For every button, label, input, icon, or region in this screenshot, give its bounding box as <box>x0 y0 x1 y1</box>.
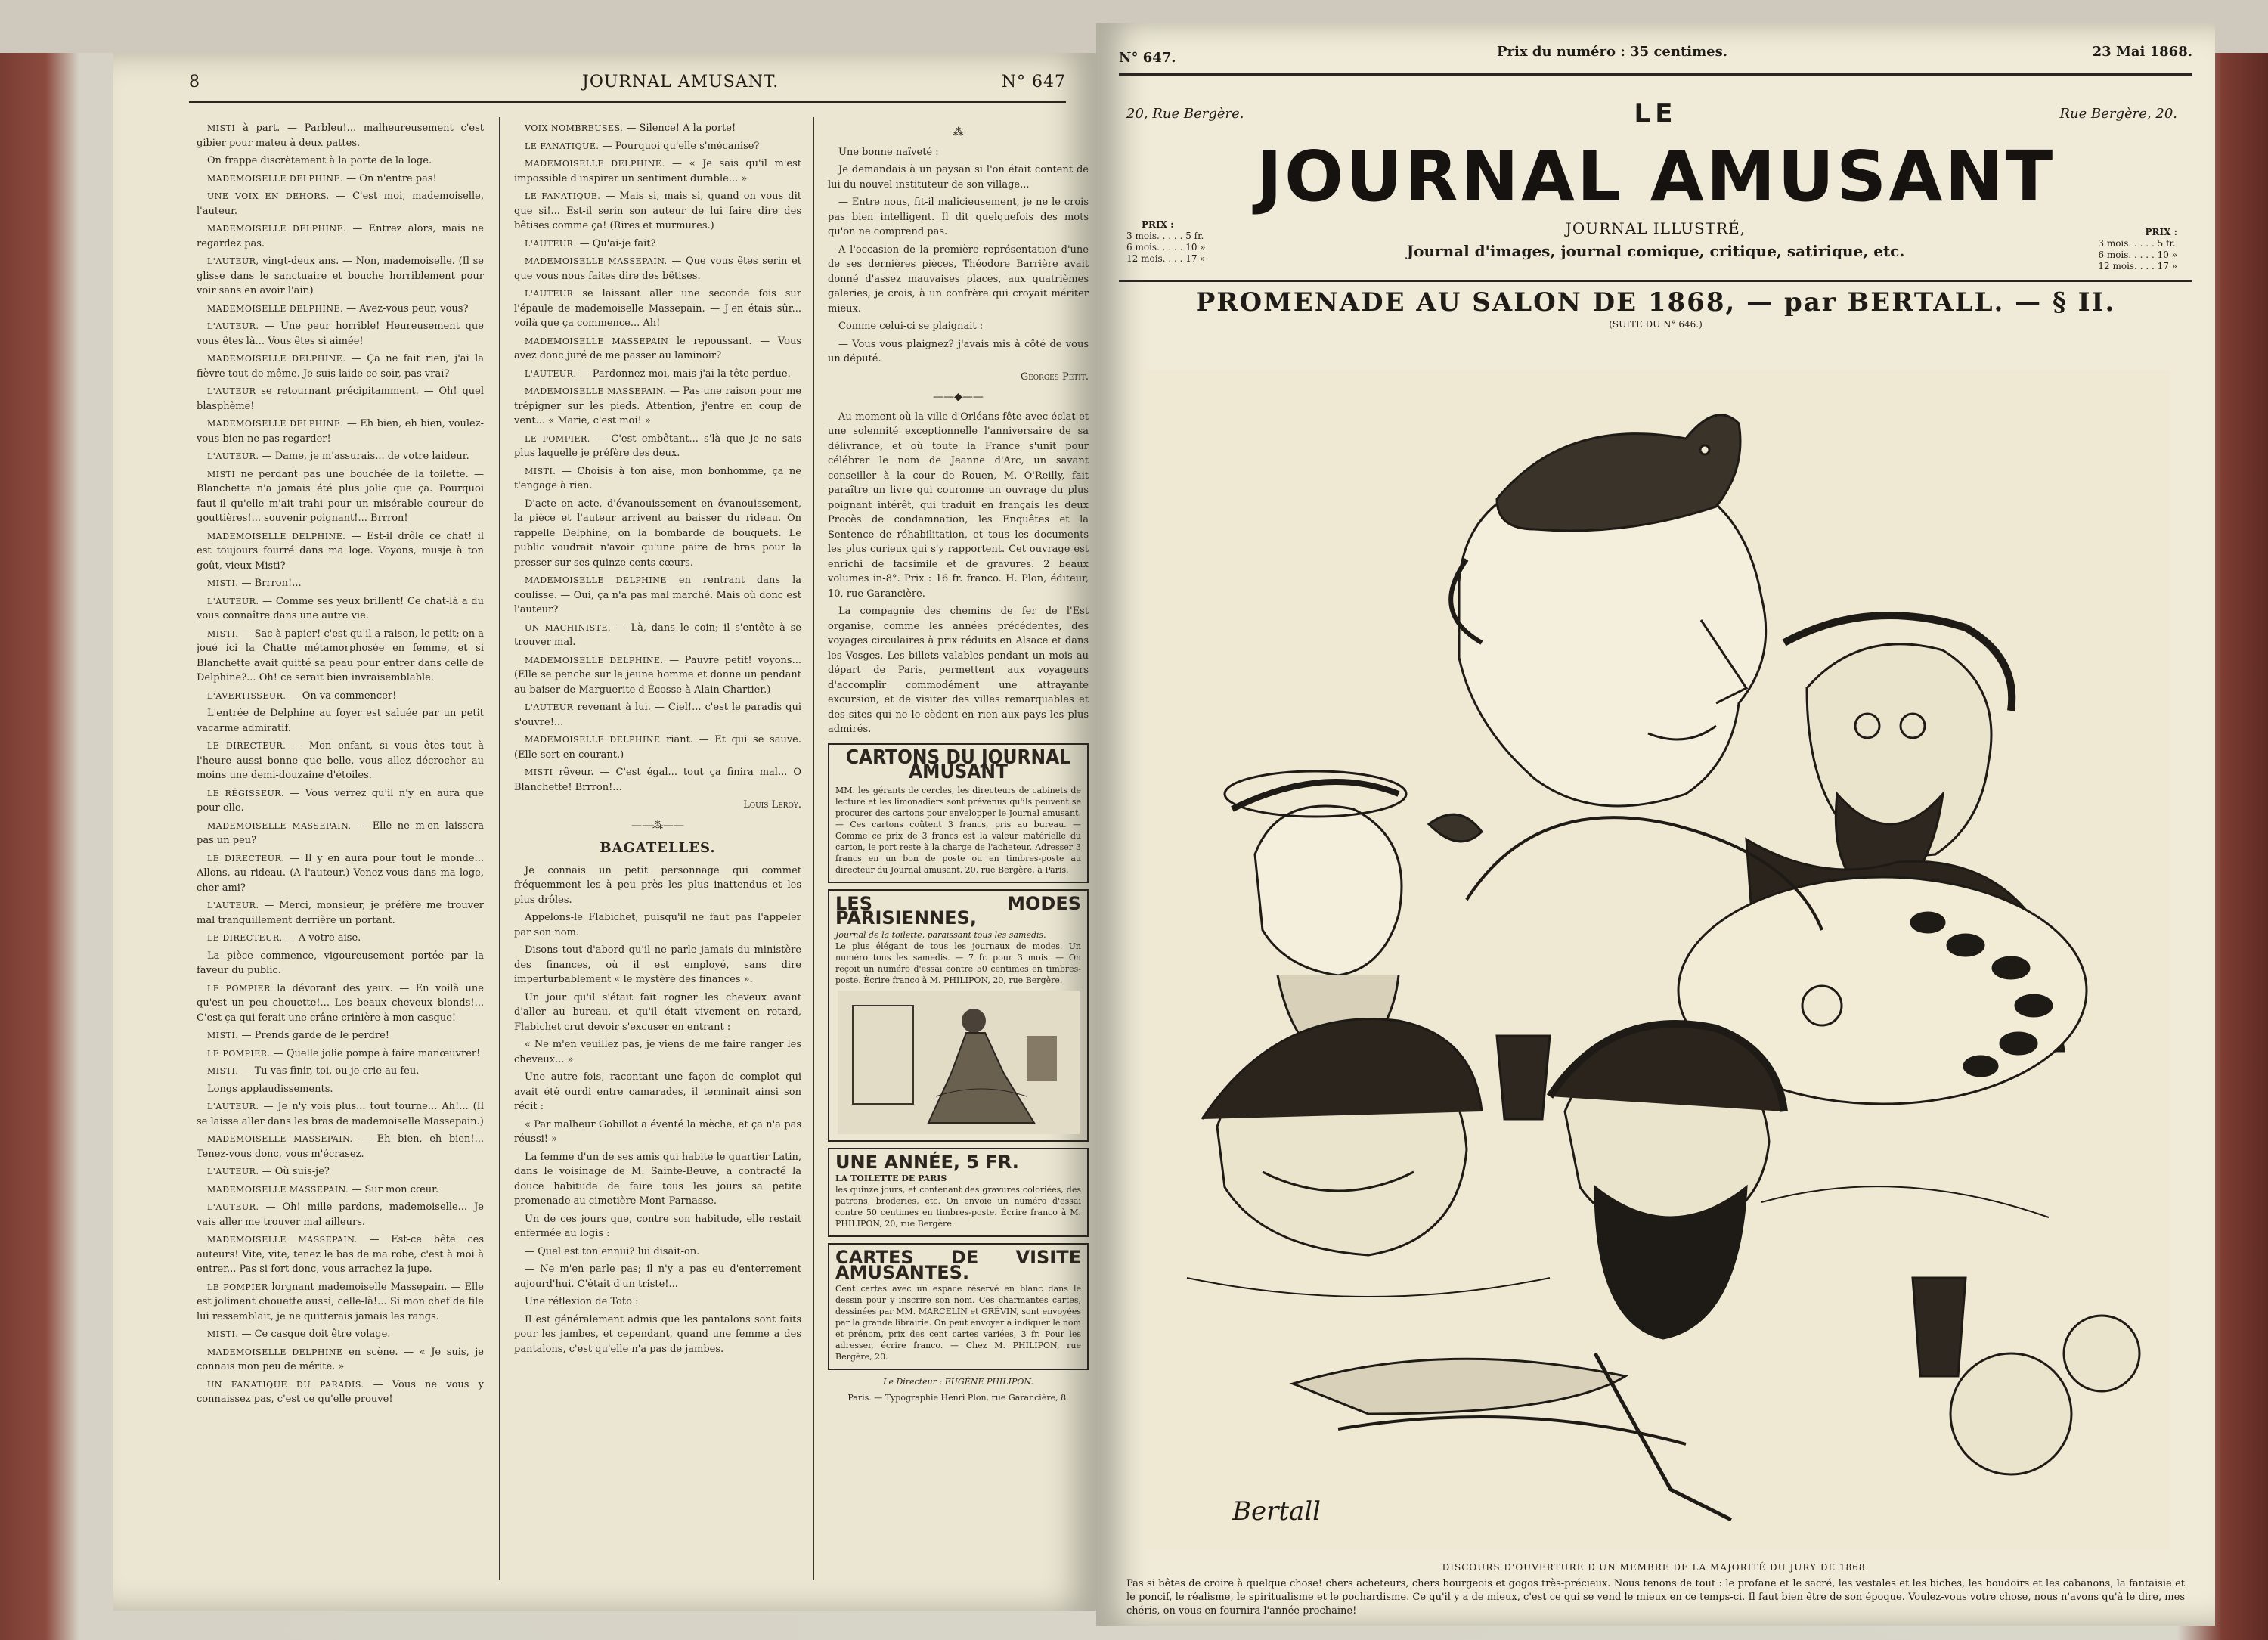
masthead-title: JOURNAL AMUSANT <box>1256 136 2056 217</box>
speaker-name: MADEMOISELLE DELPHINE <box>525 735 661 745</box>
speaker-name: MADEMOISELLE DELPHINE. <box>525 159 665 169</box>
director-line: Le Directeur : EUGÈNE PHILIPON. <box>883 1377 1033 1387</box>
dialogue-line <box>197 1046 484 1062</box>
speaker-name: MADEMOISELLE DELPHINE. <box>207 224 347 234</box>
speaker-text: — Est-il drôle ce chat! il est toujours fourré dans ma loge. Voyons, musje à ton goût, vieux Misti? <box>197 530 484 572</box>
speaker-text: — Là, dans le coin; il s'entête à se trouver mal. <box>514 622 801 648</box>
right-page <box>1096 23 2215 1626</box>
speaker-name: L'AUTEUR. <box>207 901 259 910</box>
paragraph: — Ne m'en parle pas; il n'y a pas eu d'enterrement aujourd'hui. C'était d'un triste!... <box>514 1263 801 1290</box>
speaker-text: — Il y en aura pour tout le monde... Allons, au rideau. (A l'auteur.) Venez-vous dans ma loge, cher ami? <box>197 852 484 894</box>
speaker-text: — Silence! A la porte! <box>626 122 736 134</box>
speaker-text: — Vous verrez qu'il n'y en aura que pour elle. <box>197 787 484 814</box>
dialogue-line <box>514 765 801 795</box>
speaker-text: — Sur mon cœur. <box>352 1183 439 1195</box>
issue-price: Prix du numéro : 35 centimes. <box>1497 44 1727 60</box>
illustration-caption-title: DISCOURS D'OUVERTURE D'UN MEMBRE DE LA MAJORITÉ DU JURY DE 1868. <box>1442 1562 1870 1573</box>
dialogue-line <box>197 786 484 816</box>
paragraph: — Quel est ton ennui? lui disait-on. <box>525 1245 700 1257</box>
anecdote-signature: Georges Petit. <box>1020 370 1089 383</box>
bagatelles-text <box>514 863 801 1357</box>
speaker-name: MADEMOISELLE DELPHINE <box>525 575 667 585</box>
masthead-bottom-rule <box>1119 280 2192 282</box>
dialogue-line <box>197 529 484 574</box>
speaker-name: MISTI. <box>207 1031 239 1040</box>
speaker-text: — Vous ne vous y connaissez pas, c'est ce qu'elle prouve! <box>197 1378 484 1405</box>
ad-annee-text: les quinze jours, et contenant des gravures coloriées, des patrons, broderies, etc. On envoie un numéro d'essai contre 50 centimes en timbres-poste. Écrire franco à M. PHILIPON, 20, rue Bergère. <box>835 1185 1081 1229</box>
dialogue-line <box>514 464 801 494</box>
paragraph: La femme d'un de ses amis qui habite le quartier Latin, dans le voisinage de M. Sainte-Beuve, a contracté la douce habitude de faire tous les jours sa petite promenade au cimetière Mont-Parnasse. <box>514 1151 801 1207</box>
dialogue-line <box>514 237 801 252</box>
ad-cartons-title: CARTONS DU JOURNAL AMUSANT <box>845 746 1071 783</box>
speaker-name: L'AUTEUR <box>525 289 574 299</box>
dialogue-line <box>197 594 484 624</box>
price-line: 6 mois. . . . . 10 » <box>1126 242 1206 253</box>
ad-modes-title: LES MODES PARISIENNES, <box>835 892 1081 929</box>
speaker-text: — Ce casque doit être volage. <box>241 1328 391 1340</box>
speaker-text: — Eh bien, eh bien!... Tenez-vous donc, vous m'écrasez. <box>197 1133 484 1160</box>
speaker-text: — Pourquoi qu'elle s'mécanise? <box>602 140 760 152</box>
speaker-name: MADEMOISELLE MASSEPAIN <box>525 336 669 346</box>
issue-date: 23 Mai 1868. <box>2092 44 2192 60</box>
speaker-name: L'AUTEUR. <box>525 368 577 379</box>
speaker-text: riant. — Et qui se sauve. (Elle sort en courant.) <box>514 734 801 761</box>
bagatelles-heading: BAGATELLES. <box>600 840 716 856</box>
paragraph: « Ne m'en veuillez pas, je viens de me faire ranger les cheveux... » <box>514 1039 801 1065</box>
ad-modes-text: Le plus élégant de tous les journaux de modes. Un numéro tous les samedis. — 7 fr. pour 3 mois. — On reçoit un numéro d'essai contre 50 centimes en timbres-poste. Écrire franco à M. PHILIPON, 20, rue Bergère. <box>835 941 1081 985</box>
price-label: PRIX : <box>1142 219 1174 230</box>
issue-ref: N° 647 <box>1001 73 1066 91</box>
ornament-divider: ——◆—— <box>933 391 984 403</box>
dialogue-line <box>514 497 801 571</box>
speaker-text: L'entrée de Delphine au foyer est saluée par un petit vacarme admiratif. <box>197 708 484 734</box>
speaker-text: — Est-ce bête ces auteurs! Vite, vite, tenez le bas de ma robe, c'est à moi à entrer... Pas si fort donc, vous arrachez la jupe. <box>197 1234 484 1275</box>
column-notes-ads <box>828 121 1089 1595</box>
speaker-text: en rentrant dans la coulisse. — Oui, ça n'a pas mal marché. Mais où donc est l'auteur? <box>514 575 801 615</box>
speaker-name: L'AVERTISSEUR. <box>207 690 287 701</box>
paragraph: « Par malheur Gobillot a éventé la mèche, et ça n'a pas réussi! » <box>514 1118 801 1145</box>
speaker-text: — Où suis-je? <box>262 1166 330 1177</box>
front-page-header <box>1119 44 2192 67</box>
paragraph: Un de ces jours que, contre son habitude, elle restait enfermée au logis : <box>514 1213 801 1239</box>
illustration-caption-text: Pas si bêtes de croire à quelque chose! chers acheteurs, chers bourgeois et gogos très-précieux. Nous tenons de tout : le profane et le sacré, les vestales et les biches, les boudoirs et les cabanons, la fantaisie et le poncif, le réalisme, le spiritualisme et le pochardisme. Ce qu'il y a de mieux, c'est ce qui se vend le mieux en ce temps-ci. Il faut bien être de son époque. Voulez-vous votre chose, nous n'avons qu'à le dire, mes chéris, on vous en fournira l'année prochaine! <box>1126 1578 2185 1617</box>
speaker-name: MADEMOISELLE MASSEPAIN. <box>525 256 668 266</box>
speaker-text: — Choisis à ton aise, mon bonhomme, ça ne t'engage à rien. <box>514 465 801 491</box>
speaker-text: se laissant aller une seconde fois sur l'épaule de mademoiselle Massepain. — J'en étais sûr... voilà que ça commence... Ah! <box>514 288 801 329</box>
bertall-caricature <box>1142 370 2170 1550</box>
address-right: Rue Bergère, 20. <box>2059 106 2177 122</box>
ad-une-annee <box>828 1148 1089 1238</box>
dialogue-line <box>197 819 484 848</box>
dialogue-continued <box>514 121 801 795</box>
speaker-text: — Oh! mille pardons, mademoiselle... Je vais aller me trouver mal ailleurs. <box>197 1201 484 1228</box>
speaker-text: — Une peur horrible! Heureusement que vous êtes là... Vous êtes si aimée! <box>197 321 484 347</box>
paragraph: Un jour qu'il s'était fait rogner les cheveux avant d'aller au bureau, et qu'il était vivement en retard, Flabichet crut devoir s'excuser en entrant : <box>514 991 801 1033</box>
speaker-text: revenant à lui. — Ciel!... c'est le paradis qui s'ouvre!... <box>514 702 801 728</box>
dialogue-line <box>197 1064 484 1079</box>
speaker-text: à part. — Parbleu!... malheureusement c'est gibier pour mateu à deux pattes. <box>197 122 484 149</box>
column-dialogue-1 <box>197 121 484 1595</box>
speaker-name: L'AUTEUR. <box>207 1167 259 1177</box>
speaker-text: — Mon enfant, si vous êtes tout à l'heure aussi bonne que belle, vous allez décrocher au moins une demi-douzaine d'étoiles. <box>197 740 484 781</box>
masthead-le: LE <box>1634 98 1678 129</box>
speaker-name: L'AUTEUR, <box>207 256 259 266</box>
speaker-text: — Pauvre petit! voyons... (Elle se penche sur le jeune homme et donne un pendant au baiser de Marguerite d'Écosse à Alain Chartier.) <box>514 654 801 696</box>
speaker-name: LE POMPIER <box>207 1282 268 1292</box>
price-line: 12 mois. . . . 17 » <box>1126 253 1206 264</box>
speaker-name: MADEMOISELLE DELPHINE. <box>207 303 344 314</box>
dialogue-line <box>514 121 801 136</box>
speaker-text: — Prends garde de le perdre! <box>241 1030 390 1041</box>
speaker-name: MISTI. <box>207 1329 239 1339</box>
speaker-text: — « Je sais qu'il m'est impossible d'inspirer un sentiment durable... » <box>514 158 801 184</box>
dialogue-line <box>197 417 484 446</box>
speaker-name: LE FANATIQUE. <box>525 191 601 201</box>
speaker-text: — C'est moi, mademoiselle, l'auteur. <box>197 191 484 217</box>
dialogue-line <box>197 172 484 187</box>
price-line: 12 mois. . . . 17 » <box>2098 261 2177 271</box>
ad-annee-sub: LA TOILETTE DE PARIS <box>835 1173 947 1183</box>
speaker-text: — Je n'y vois plus... tout tourne... Ah!... (Il se laisse aller dans les bras de mademoiselle Massepain.) <box>197 1101 484 1127</box>
column-divider <box>813 117 814 1580</box>
dialogue-line <box>197 1200 484 1229</box>
dialogue-line <box>197 1132 484 1161</box>
dialogue-line <box>514 653 801 698</box>
masthead-subtitle: JOURNAL ILLUSTRÉ, <box>1565 219 1746 237</box>
speaker-text: — Brrron!... <box>241 578 302 589</box>
speaker-text: — Que vous êtes serin et que vous nous faites dire des bêtises. <box>514 256 801 282</box>
dialogue-line <box>514 573 801 618</box>
speaker-text: — Eh bien, eh bien, voulez-vous bien ne pas regarder! <box>197 418 484 445</box>
speaker-text: se retournant précipitamment. — Oh! quel blasphème! <box>197 386 484 412</box>
asterism: ⁂ <box>953 126 964 138</box>
dialogue-line <box>197 153 484 169</box>
dialogue-line <box>514 189 801 234</box>
speaker-name: MADEMOISELLE MASSEPAIN. <box>207 1184 349 1195</box>
speaker-name: MISTI <box>207 469 236 479</box>
speaker-text: — Merci, monsieur, je préfère me trouver mal tranquillement derrière un portant. <box>197 900 484 926</box>
announcements <box>828 410 1089 737</box>
speaker-text: — Pas une raison pour me trépigner sur les pieds. Attention, j'entre en coup de vent... « Marie, c'est moi! » <box>514 386 801 426</box>
speaker-name: LE POMPIER. <box>207 1048 271 1059</box>
speaker-text: rêveur. — C'est égal... tout ça finira mal... O Blanchette! Brrron!... <box>514 767 801 793</box>
paragraph: La compagnie des chemins de fer de l'Est organise, comme les années précédentes, des voyages circulaires à prix réduits en Alsace et dans les Vosges. Les billets valables pendant un mois au départ de Paris, permettent aux voyageurs d'accomplir commodément une attrayante excursion, et de visiter des villes remarquables et des sites qui ne le cèdent en rien aux pays les plus admirés. <box>828 606 1089 735</box>
speaker-text: en scène. — « Je suis, je connais mon peu de mérite. » <box>197 1346 484 1372</box>
speaker-name: MADEMOISELLE MASSEPAIN. <box>207 1235 358 1245</box>
speaker-name: UNE VOIX EN DEHORS. <box>207 191 330 201</box>
left-page <box>113 53 1096 1611</box>
dialogue-line <box>197 981 484 1026</box>
speaker-name: MADEMOISELLE MASSEPAIN. <box>207 1134 353 1144</box>
author-signature: Louis Leroy. <box>743 799 801 811</box>
speaker-name: L'AUTEUR <box>525 702 574 712</box>
dialogue-line <box>197 384 484 414</box>
speaker-text: — On va commencer! <box>289 690 397 702</box>
speaker-text: La pièce commence, vigoureusement portée par la faveur du public. <box>197 950 484 976</box>
speaker-text: — A votre aise. <box>285 932 361 944</box>
dialogue-line <box>197 1099 484 1129</box>
dialogue-line <box>197 1028 484 1043</box>
ad-annee-title: UNE ANNÉE, 5 FR. <box>835 1151 1019 1173</box>
speaker-text: — Elle ne m'en laissera pas un peu? <box>197 820 484 846</box>
speaker-name: MISTI. <box>207 1066 239 1076</box>
speaker-name: L'AUTEUR. <box>207 451 259 461</box>
dialogue-line <box>197 1082 484 1097</box>
dialogue-line <box>197 1280 484 1325</box>
dialogue-line <box>514 157 801 186</box>
speaker-text: le repoussant. — Vous avez donc juré de me passer au laminoir? <box>514 335 801 361</box>
speaker-text: — Avez-vous peur, vous? <box>346 302 469 315</box>
paragraph: Une bonne naïveté : <box>838 146 939 158</box>
speaker-text: — Tu vas finir, toi, ou je crie au feu. <box>241 1065 420 1077</box>
paragraph: Je connais un petit personnage qui commet fréquemment les à peu près les plus inattendus et les plus drôles. <box>514 864 801 906</box>
speaker-name: L'AUTEUR. <box>207 1102 259 1111</box>
speaker-name: L'AUTEUR. <box>207 321 259 331</box>
dialogue-line <box>197 1378 484 1407</box>
fashion-engraving <box>838 991 1080 1134</box>
speaker-text: la dévorant des yeux. — En voilà une qu'est un peu chouette!... Les beaux cheveux blonds!... C'est ça qui ferait une crâne crinière à mon casque! <box>197 982 484 1024</box>
speaker-text: — Pardonnez-moi, mais j'ai la tête perdue. <box>579 367 791 380</box>
paragraph: Je demandais à un paysan si l'on était content de lui du nouvel instituteur de son village... <box>828 164 1089 191</box>
ad-visite-text: Cent cartes avec un espace réservé en blanc dans le dessin pour y inscrire son nom. Ces charmantes cartes, dessinées par MM. MARCELIN et GRÉVIN, sont envoyées par la grande librairie. On peut envoyer à indiquer le nom et prénom, prix des cent cartes variées, 3 fr. Pour les adresser, écrire franco. — Chez M. PHILIPON, rue Bergère, 20. <box>835 1284 1081 1362</box>
paragraph: — Entre nous, fit-il malicieusement, je ne le crois pas bien intelligent. Il dit quelquefois des mots qu'on ne comprend pas. <box>828 197 1089 237</box>
speaker-text: lorgnant mademoiselle Massepain. — Elle est joliment chouette aussi, celle-là!... Si mon chef de file lui ressemblait, je ne quitterais jamais les rangs. <box>197 1281 484 1322</box>
dialogue-line <box>197 449 484 464</box>
dialogue-line <box>197 121 484 150</box>
dialogue-line <box>514 384 801 429</box>
speaker-text: — On n'entre pas! <box>346 172 437 184</box>
speaker-name: MISTI. <box>207 628 239 639</box>
speaker-name: MISTI. <box>525 466 556 476</box>
ad-modes-parisiennes <box>828 889 1089 1142</box>
anecdotes <box>828 145 1089 367</box>
dialogue-line <box>514 254 801 284</box>
feature-title: PROMENADE AU SALON DE 1868, — par BERTALL. — § II. <box>1195 287 2116 318</box>
speaker-name: LE POMPIER <box>207 983 271 994</box>
masthead-tagline: Journal d'images, journal comique, critique, satirique, etc. <box>1406 242 1905 260</box>
dialogue-line <box>514 139 801 154</box>
speaker-text: — C'est embêtant... s'là que je ne sais plus laquelle je préfère des deux. <box>514 432 801 459</box>
speaker-name: MISTI <box>525 767 553 777</box>
ad-cartes-visite <box>828 1243 1089 1370</box>
speaker-name: L'AUTEUR <box>207 386 256 396</box>
dialogue-line <box>197 689 484 704</box>
dialogue-line <box>197 222 484 251</box>
column-divider <box>499 117 500 1580</box>
ad-modes-sub: Journal de la toilette, paraissant tous les samedis. <box>835 929 1046 940</box>
speaker-text: ne perdant pas une bouchée de la toilette. — Blanchette n'a jamais été plus jolie que ça. Pourquoi faut-il qu'elle m'ait trahi pour un misérable coureur de gouttières!... souvenir poignant!... Brrron! <box>197 468 484 524</box>
speaker-name: LE POMPIER. <box>525 433 590 444</box>
paragraph: A l'occasion de la première représentation d'une de ses dernières pièces, Théodore Barrière avait donné d'assez mauvaises places, aux quatrièmes galeries, je crois, à un confrère qui croyait mériter mieux. <box>828 243 1089 315</box>
speaker-text: — Comme ses yeux brillent! Ce chat-là a du vous connaître dans une autre vie. <box>197 595 484 622</box>
dialogue-line <box>197 352 484 381</box>
dialogue-line <box>197 1232 484 1277</box>
speaker-name: MISTI <box>207 123 236 133</box>
subscription-prices-right <box>2098 227 2177 272</box>
dialogue-line <box>514 700 801 730</box>
paragraph: Il est généralement admis que les pantalons sont faits pour les jambes, et cependant, quand une femme a des pantalons, c'est qu'elle n'a pas de jambes. <box>514 1313 801 1355</box>
speaker-text: — Entrez alors, mais ne regardez pas. <box>197 223 484 250</box>
paragraph: Au moment où la ville d'Orléans fête avec éclat et une solennité exceptionnelle l'anniversaire de sa délivrance, et où toute la France s'unit pour célébrer le nom de Jeanne d'Arc, un savant conseiller à la cour de Rouen, M. O'Reilly, fait paraître un livre qui couronne un ouvrage du plus poignant intérêt, qui traduit en français les deux Procès de condamnation, les Enquêtes et la Sentence de réhabilitation, et tous les documents les plus curieux qui s'y rapportent. Cet ouvrage est enrichi de facsimile et de gravures. 2 beaux volumes in-8°. Prix : 16 fr. franco. H. Plon, éditeur, 10, rue Garancière. <box>828 411 1089 600</box>
dialogue-line <box>514 432 801 461</box>
dialogue-line <box>197 851 484 896</box>
column-dialogue-2 <box>514 121 801 1595</box>
speaker-text: — Ça ne fait rien, j'ai la fièvre tout de même. Je suis laide ce soir, pas vrai? <box>197 353 484 380</box>
speaker-name: MADEMOISELLE DELPHINE. <box>207 173 344 184</box>
header-rule <box>189 101 1066 103</box>
speaker-name: L'AUTEUR. <box>207 1202 259 1212</box>
dialogue-line <box>197 254 484 299</box>
dialogue-line <box>514 733 801 762</box>
dialogue-line <box>197 706 484 736</box>
dialogue-line <box>514 367 801 382</box>
speaker-text: — Sac à papier! c'est qu'il a raison, le petit; on a joué ici la Chatte métamorphosée en femme, et si Blanchette avait quitté sa peau pour entrer dans celle de Delphine?... Oh! ce serait bien invraisemblable. <box>197 628 484 684</box>
feature-subtitle: (SUITE DU N° 646.) <box>1609 319 1703 330</box>
speaker-text: Longs applaudissements. <box>207 1083 333 1095</box>
speaker-name: L'AUTEUR. <box>207 596 259 606</box>
artist-signature: Bertall <box>1232 1496 1321 1527</box>
dialogue-line <box>197 898 484 928</box>
caricature-illustration <box>1142 370 2170 1550</box>
price-line: 3 mois. . . . . 5 fr. <box>1126 231 1204 241</box>
speaker-name: MISTI. <box>207 578 239 588</box>
speaker-name: L'AUTEUR. <box>525 238 577 249</box>
subscription-prices-left <box>1126 219 1206 265</box>
speaker-name: MADEMOISELLE MASSEPAIN. <box>525 386 667 396</box>
speaker-text: — Dame, je m'assurais... de votre laideur. <box>262 451 469 462</box>
paragraph: Comme celui-ci se plaignait : <box>838 321 984 332</box>
speaker-text: vingt-deux ans. — Non, mademoiselle. (Il se glisse dans le sanctuaire et bouche horriblement pour voir sans en avoir l'air.) <box>197 256 484 296</box>
dialogue-line <box>197 189 484 219</box>
dialogue-line <box>197 1164 484 1180</box>
speaker-name: MADEMOISELLE DELPHINE. <box>207 419 344 429</box>
left-running-header <box>189 68 1066 98</box>
running-head: JOURNAL AMUSANT. <box>582 73 779 91</box>
paragraph: Disons tout d'abord qu'il ne parle jamais du ministère des finances, où il est employé, sans dire imperturbablement « le mystère des finances ». <box>514 944 801 985</box>
speaker-name: UN MACHINISTE. <box>525 622 611 633</box>
ornament-divider: ——⁂—— <box>631 819 684 832</box>
dialogue-line <box>197 302 484 317</box>
speaker-name: MADEMOISELLE DELPHINE. <box>525 655 664 665</box>
speaker-name: LE RÉGISSEUR. <box>207 788 285 798</box>
ad-cartons-text: MM. les gérants de cercles, les directeurs de cabinets de lecture et les limonadiers sont prévenus qu'ils peuvent se procurer des cartons pour envelopper le Journal amusant. — Ces cartons coûtent 3 francs, pris au bureau. — Comme ce prix de 3 francs est la valeur matérielle du carton, le port reste à la charge de l'acheteur. Adresser 3 francs en un bon de poste ou en timbres-poste au directeur du Journal amusant, 20, rue Bergère, à Paris. <box>835 785 1081 875</box>
issue-number: N° 647. <box>1119 50 1176 66</box>
dialogue-line <box>197 576 484 591</box>
dialogue-line <box>197 467 484 526</box>
dialogue-line <box>514 287 801 331</box>
speaker-text: On frappe discrètement à la porte de la loge. <box>207 155 432 166</box>
dialogue-line <box>514 621 801 650</box>
price-line: 6 mois. . . . . 10 » <box>2098 250 2177 260</box>
dialogue-line <box>197 1183 484 1198</box>
printer-line: Paris. — Typographie Henri Plon, rue Garancière, 8. <box>847 1393 1069 1403</box>
speaker-name: VOIX NOMBREUSES. <box>525 123 624 133</box>
dialogue-line <box>197 931 484 946</box>
speaker-name: LE DIRECTEUR. <box>207 741 287 751</box>
speaker-text: — Mais si, mais si, quand on vous dit que si!... Est-il serin son auteur de lui faire dire des bêtises comme ça! (Rires et murmures.) <box>514 191 801 231</box>
paragraph: Appelons-le Flabichet, puisqu'il ne faut pas l'appeler par son nom. <box>514 912 801 938</box>
speaker-name: UN FANATIQUE DU PARADIS. <box>207 1379 364 1390</box>
paragraph: Une réflexion de Toto : <box>525 1296 639 1307</box>
dialogue-line <box>197 319 484 349</box>
dialogue-line <box>197 1327 484 1342</box>
paragraph: Une autre fois, racontant une façon de complot qui avait été ourdi entre camarades, il terminait ainsi son récit : <box>514 1071 801 1112</box>
ad-visite-title: CARTES DE VISITE AMUSANTES. <box>835 1247 1081 1283</box>
speaker-text: — Quelle jolie pompe à faire manœuvrer! <box>273 1047 481 1059</box>
speaker-name: MADEMOISELLE DELPHINE. <box>207 531 346 541</box>
price-line: 3 mois. . . . . 5 fr. <box>2098 238 2176 249</box>
masthead-top-rule <box>1119 73 2192 76</box>
dialogue-line <box>197 1345 484 1375</box>
dialogue-line <box>514 334 801 364</box>
speaker-name: LE DIRECTEUR. <box>207 853 285 863</box>
speaker-text: D'acte en acte, d'évanouissement en évanouissement, la pièce et l'auteur arrivent au baisser du rideau. On rappelle Delphine, on la bombarde de bouquets. Le public voudrait n'avoir qu'une paire de bras pour la presser sur ses quinze cents cœurs. <box>514 498 801 569</box>
speaker-text: — Qu'ai-je fait? <box>579 237 656 250</box>
speaker-name: MADEMOISELLE DELPHINE <box>207 1347 343 1357</box>
address-left: 20, Rue Bergère. <box>1126 106 1244 122</box>
page-number: 8 <box>189 73 200 91</box>
dialogue-line <box>197 739 484 783</box>
paragraph: — Vous vous plaignez? j'avais mis à côté de vous un député. <box>828 338 1089 364</box>
ad-cartons <box>828 743 1089 883</box>
price-label: PRIX : <box>2145 227 2177 237</box>
speaker-name: LE DIRECTEUR. <box>207 933 283 943</box>
speaker-name: LE FANATIQUE. <box>525 141 600 151</box>
speaker-name: MADEMOISELLE MASSEPAIN. <box>207 820 352 831</box>
dialogue-line <box>197 627 484 686</box>
dialogue-line <box>197 949 484 978</box>
speaker-name: MADEMOISELLE DELPHINE. <box>207 354 346 364</box>
